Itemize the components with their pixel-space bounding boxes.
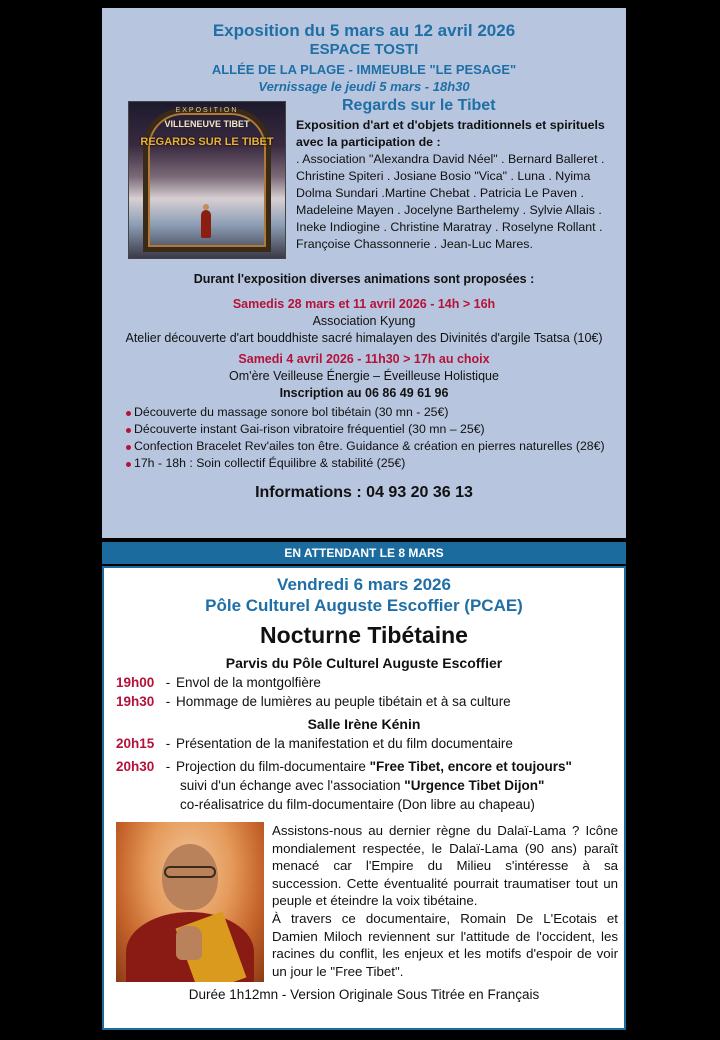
session1-org: Association Kyung (312, 314, 416, 328)
program-time: 19h30 (116, 694, 155, 709)
program-row (104, 757, 624, 776)
poster-monk (201, 210, 211, 238)
program-text: Envol de la montgolfière (176, 675, 321, 690)
info-phone: Informations : 04 93 20 36 13 (255, 484, 473, 501)
vernissage: Vernissage le jeudi 5 mars - 18h30 (258, 79, 470, 94)
nocturne-date: Vendredi 6 mars 2026 (277, 575, 451, 594)
venue-address: ALLÉE DE LA PLAGE - IMMEUBLE "LE PESAGE" (211, 62, 517, 77)
parvis-heading: Parvis du Pôle Culturel Auguste Escoffier (225, 655, 503, 671)
photo-hands (176, 926, 202, 960)
program-text: Présentation de la manifestation et du film documentaire (176, 736, 513, 751)
session1-desc: Atelier découverte d'art bouddhiste sacré himalayen des Divinités d'argile Tsatsa (10€) (125, 331, 603, 345)
separator: - (165, 675, 171, 690)
poster-city: VILLENEUVE TIBET (164, 119, 250, 129)
program-continuation: co-réalisatrice du film-documentaire (Don libre au chapeau) (180, 797, 535, 812)
exposition-section (102, 8, 626, 538)
list-item: Confection Bracelet Rev'ailes ton être. Guidance & création en pierres naturelles (28€) (126, 438, 626, 455)
section-banner: EN ATTENDANT LE 8 MARS (102, 542, 626, 564)
session2-org: Om'ère Veilleuse Énergie – Éveilleuse Holistique (229, 369, 499, 383)
dalai-lama-photo (116, 822, 264, 982)
nocturne-place: Pôle Culturel Auguste Escoffier (PCAE) (205, 596, 523, 615)
salle-heading: Salle Irène Kénin (307, 716, 421, 732)
participants-list: . Association "Alexandra David Néel" . Bernard Balleret . Christine Spiteri . Josiane Bosio "Vica" . Luna . Nyima Dolma Sundari .Martine Chebat . Patricia Le Paven . Madeleine Mayen . Jocelyne Barthelemy . Sylvie Allais . Ineke Indiogine . Christine Maratray . Roselyne Rollant . Françoise Chassonnerie . Jean-Luc Mares. (296, 152, 605, 251)
program-text-part: suivi d'un échange avec l'association (180, 778, 405, 793)
separator: - (165, 694, 171, 709)
list-item: 17h - 18h : Soin collectif Équilibre & stabilité (25€) (126, 455, 626, 472)
program-time: 20h30 (116, 759, 155, 774)
program-time: 20h15 (116, 736, 155, 751)
nocturne-section (102, 566, 626, 1030)
session2-items (126, 404, 626, 472)
documentary-paragraph: Assistons-nous au dernier règne du Dalaï-Lama ? Icône mondialement respectée, le Dalaï-Lama (90 ans) paraît menacé car l'Empire du Milieu s'intéresse à sa succession. Cette éventualité pourrait traumatiser tout un peuple et éteindre la voix tibétaine. (272, 823, 618, 909)
program-row (104, 734, 624, 753)
exposition-poster (128, 101, 286, 259)
program-text (176, 757, 624, 776)
session2-inscription: Inscription au 06 86 49 61 96 (279, 386, 449, 400)
program-text: Hommage de lumières au peuple tibétain et à sa culture (176, 694, 511, 709)
documentary-block (104, 822, 624, 984)
film-duration: Durée 1h12mn - Version Originale Sous Titrée en Français (188, 987, 540, 1002)
association-name: "Urgence Tibet Dijon" (404, 778, 545, 793)
photo-glasses (164, 866, 216, 878)
documentary-paragraph: À travers ce documentaire, Romain De L'Ecotais et Damien Miloch reviennent sur l'attitude de l'occident, les racines du conflit, les enjeux et les motifs d'espoir de voir un jour le "Free Tibet". (272, 910, 618, 979)
animations-block (102, 271, 626, 501)
program-continuation (104, 776, 624, 795)
salle-program (104, 734, 624, 814)
poster-label: EXPOSITION (175, 107, 239, 114)
nocturne-title: Nocturne Tibétaine (260, 622, 468, 648)
list-item: Découverte instant Gai-rison vibratoire fréquentiel (30 mn – 25€) (126, 421, 626, 438)
session1-date: Samedis 28 mars et 11 avril 2026 - 14h > 16h (232, 297, 496, 311)
session2-date: Samedi 4 avril 2026 - 11h30 > 17h au choix (238, 352, 490, 366)
film-title: "Free Tibet, encore et toujours" (369, 759, 572, 774)
separator: - (165, 736, 171, 751)
list-item: Découverte du massage sonore bol tibétain (30 mn - 25€) (126, 404, 626, 421)
program-row (104, 692, 624, 711)
parvis-program (104, 673, 624, 711)
program-text-part: Projection du film-documentaire (176, 759, 370, 774)
animations-heading: Durant l'exposition diverses animations sont proposées : (193, 272, 535, 286)
exposition-title: Regards sur le Tibet (342, 97, 496, 114)
program-row (104, 673, 624, 692)
documentary-text (272, 822, 618, 980)
poster-title: REGARDS SUR LE TIBET (140, 136, 274, 148)
exposition-dates: Exposition du 5 mars au 12 avril 2026 (212, 21, 516, 40)
venue-name: ESPACE TOSTI (309, 41, 419, 58)
exposition-intro (102, 97, 626, 263)
program-time: 19h00 (116, 675, 155, 690)
exposition-intro-text: Exposition d'art et d'objets traditionnels et spirituels avec la participation de : (296, 118, 605, 149)
exposition-description (296, 117, 608, 253)
separator: - (165, 759, 171, 774)
